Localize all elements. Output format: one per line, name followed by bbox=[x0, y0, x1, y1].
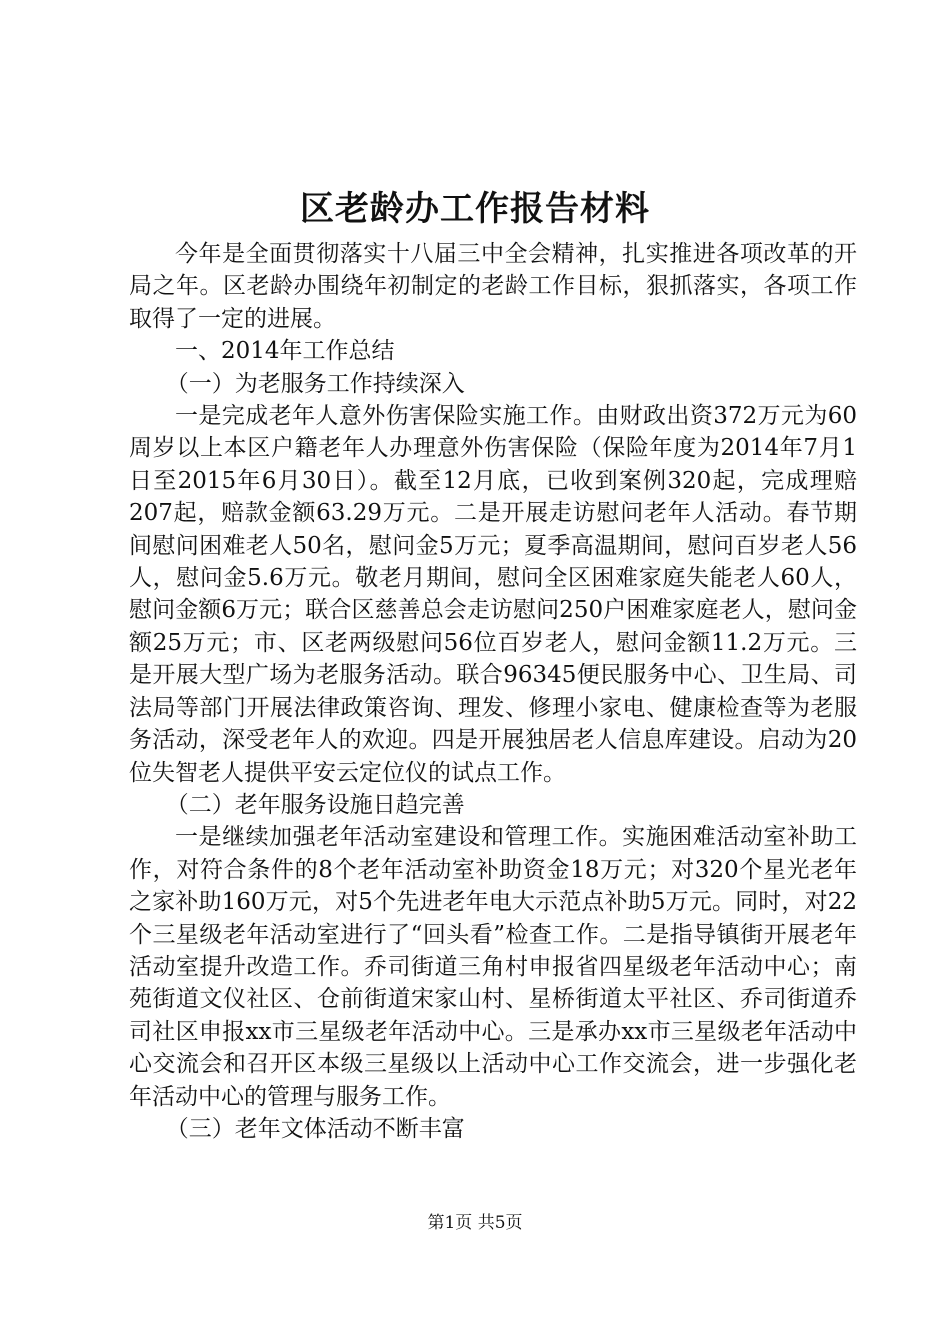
subsection-heading-3: （三）老年文体活动不断丰富 bbox=[165, 1115, 465, 1142]
subsection-heading-1: （一）为老服务工作持续深入 bbox=[165, 370, 465, 397]
page-footer: 第1页 共5页 bbox=[427, 1213, 523, 1233]
section-heading-summary: 一、2014年工作总结 bbox=[175, 338, 395, 365]
paragraph-intro: 今年是全面贯彻落实十八届三中全会精神，扎实推进各项改革的开局之年。区老龄办围绕年初制定的老龄工作目标，狠抓落实，各项工作取得了一定的进展。 bbox=[129, 241, 857, 332]
paragraph-facilities: 一是继续加强老年活动室建设和管理工作。实施困难活动室补助工作，对符合条件的8个老年活动室补助资金18万元；对320个星光老年之家补助160万元，对5个先进老年电大示范点补助5万元。同时，对22个三星级老年活动室进行了“回头看”检查工作。二是指导镇街开展老年活动室提升改造工作。乔司街道三角村申报省四星级老年活动中心；南苑街道文仪社区、仓前街道宋家山村、星桥街道太平社区、乔司街道乔司社区申报xx市三星级老年活动中心。三是承办xx市三星级老年活动中心交流会和召开区本级三星级以上活动中心工作交流会，进一步强化老年活动中心的管理与服务工作。 bbox=[129, 824, 857, 1110]
paragraph-services: 一是完成老年人意外伤害保险实施工作。由财政出资372万元为60周岁以上本区户籍老年人办理意外伤害保险（保险年度为2014年7月1日至2015年6月30日）。截至12月底，已收到案例320起，完成理赔207起，赔款金额63.29万元。二是开展走访慰问老年人活动。春节期间慰问困难老人50名，慰问金5万元；夏季高温期间，慰问百岁老人56人，慰问金5.6万元。敬老月期间，慰问全区困难家庭失能老人60人，慰问金额6万元；联合区慈善总会走访慰问250户困难家庭老人，慰问金额25万元；市、区老两级慰问56位百岁老人，慰问金额11.2万元。三是开展大型广场为老服务活动。联合96345便民服务中心、卫生局、司法局等部门开展法律政策咨询、理发、修理小家电、健康检查等为老服务活动，深受老年人的欢迎。四是开展独居老人信息库建设。启动为20位失智老人提供平安云定位仪的试点工作。 bbox=[129, 403, 857, 786]
document-body bbox=[129, 238, 857, 1145]
document-title: 区老龄办工作报告材料 bbox=[300, 189, 650, 229]
subsection-heading-2: （二）老年服务设施日趋完善 bbox=[165, 791, 465, 818]
